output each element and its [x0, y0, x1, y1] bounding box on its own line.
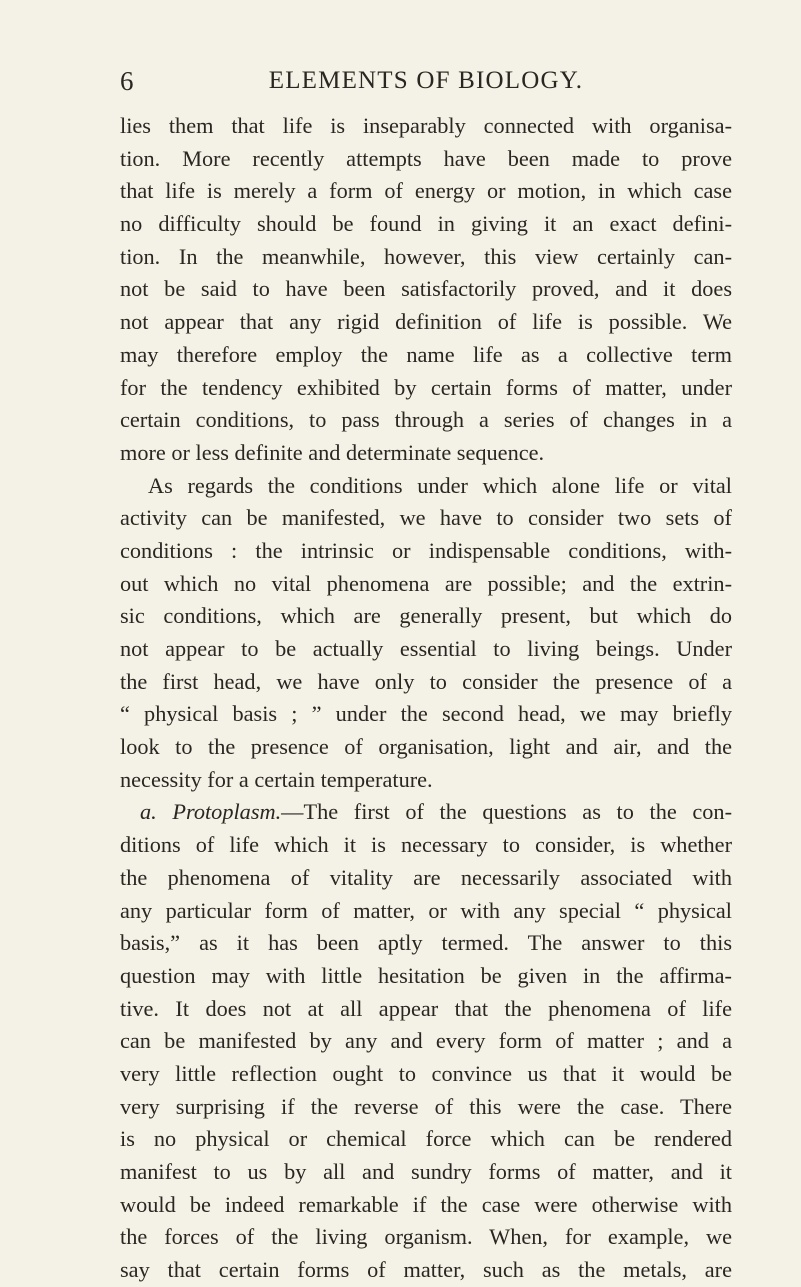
text-line: the first head, we have only to consider the presence of a	[120, 668, 732, 694]
page-number: 6	[120, 66, 134, 96]
section-heading: a. Protoplasm.	[140, 799, 282, 825]
section-lead-text: —The first of the questions as to the con-	[281, 799, 732, 825]
section-start-line	[120, 796, 732, 829]
text-line: no difficulty should be found in giving it an exact defini-	[120, 211, 732, 237]
text-line: out which no vital phenomena are possible; and the extrin-	[120, 570, 732, 596]
text-line: basis,” as it has been aptly termed. The answer to this	[120, 930, 732, 956]
text-line: not appear to be actually essential to living beings. Under	[120, 636, 732, 661]
text-line: lies them that life is inseparably connected with organisa-	[120, 113, 732, 138]
text-line: would be indeed remarkable if the case were otherwise with	[120, 1191, 732, 1217]
text-line: conditions : the intrinsic or indispensable conditions, with-	[120, 537, 732, 563]
text-line: ditions of life which it is necessary to consider, is whether	[120, 832, 732, 858]
paragraph-start-line: As regards the conditions under which alone life or vital	[148, 472, 732, 498]
text-line: can be manifested by any and every form of matter ; and a	[120, 1028, 732, 1054]
running-title: ELEMENTS OF BIOLOGY.	[268, 67, 584, 94]
text-line: tion. In the meanwhile, however, this view certainly can-	[120, 243, 732, 269]
page-header	[120, 64, 732, 98]
text-line: not be said to have been satisfactorily proved, and it does	[120, 276, 732, 302]
text-line: for the tendency exhibited by certain forms of matter, under	[120, 374, 732, 400]
text-line: “ physical basis ; ” under the second head, we may briefly	[120, 701, 732, 727]
text-line: question may with little hesitation be given in the affirma-	[120, 962, 732, 988]
body-text	[120, 110, 732, 1287]
text-line: necessity for a certain temperature.	[120, 766, 433, 792]
text-line: the forces of the living organism. When, for example, we	[120, 1224, 732, 1250]
text-line: tion. More recently attempts have been made to prove	[120, 145, 732, 171]
text-line: look to the presence of organisation, light and air, and the	[120, 734, 732, 760]
text-line: certain conditions, to pass through a series of changes in a	[120, 407, 732, 433]
text-line: activity can be manifested, we have to consider two sets of	[120, 505, 732, 531]
text-line: may therefore employ the name life as a collective term	[120, 341, 732, 367]
text-line: say that certain forms of matter, such as the metals, are	[120, 1257, 732, 1283]
text-line: the phenomena of vitality are necessarily associated with	[120, 864, 732, 890]
text-line: not appear that any rigid definition of life is possible. We	[120, 309, 732, 335]
text-line: is no physical or chemical force which can be rendered	[120, 1126, 732, 1152]
text-line: very surprising if the reverse of this were the case. There	[120, 1093, 732, 1119]
text-line: tive. It does not at all appear that the phenomena of life	[120, 995, 732, 1021]
text-line: that life is merely a form of energy or motion, in which case	[120, 178, 732, 204]
text-line: very little reflection ought to convince us that it would be	[120, 1060, 732, 1086]
text-line: any particular form of matter, or with any special “ physical	[120, 897, 732, 923]
text-line: more or less definite and determinate sequence.	[120, 439, 545, 465]
text-line: manifest to us by all and sundry forms of matter, and it	[120, 1159, 732, 1184]
text-line: sic conditions, which are generally present, but which do	[120, 603, 732, 629]
